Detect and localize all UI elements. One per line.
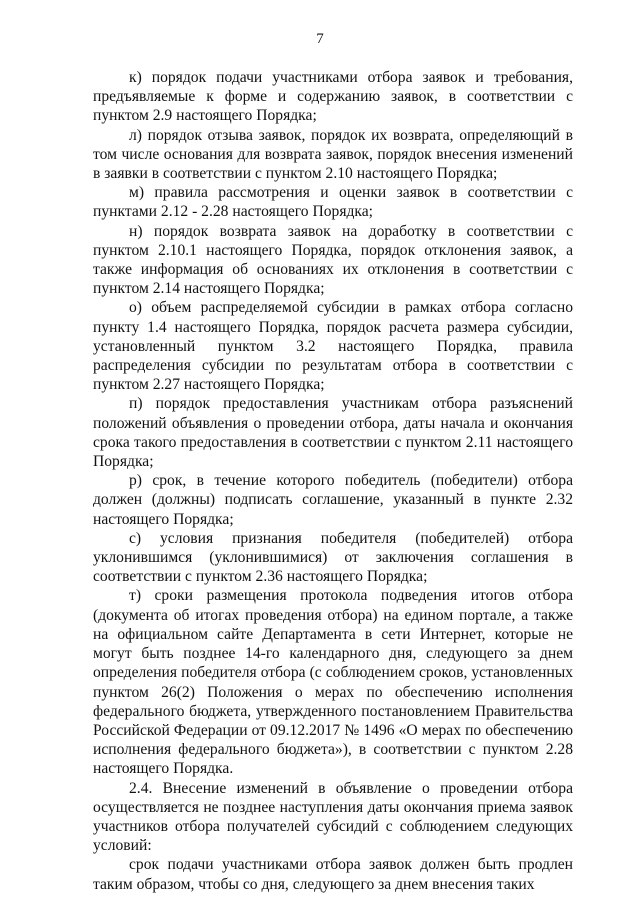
paragraph-l: л) порядок отзыва заявок, порядок их возврата, определяющий в том числе основания для возврата заявок, порядок внесения изменений в заявки в соответствии с пунктом 2.10 настоящего Порядка; [93, 126, 573, 183]
paragraph-t: т) сроки размещения протокола подведения итогов отбора (документа об итогах проведения отбора) на едином портале, а также на официальном сайте Департамента в сети Интернет, которые не могут быть позднее 14-го календарного дня, следующего за днем определения победителя отбора (с соблюдением сроков, установленных пунктом 26(2) Положения о мерах по обеспечению исполнения федерального бюджета, утвержденного постановлением Правительства Российской Федерации от 09.12.2017 № 1496 «О мерах по обеспечению исполнения федерального бюджета»), в соответствии с пунктом 2.28 настоящего Порядка. [93, 587, 573, 778]
paragraph-o: о) объем распределяемой субсидии в рамках отбора согласно пункту 1.4 настоящего Порядка, порядок расчета размера субсидии, установленный пунктом 3.2 настоящего Порядка, правила распределения субсидии по результатам отбора в соответствии с пунктом 2.27 настоящего Порядка; [93, 299, 573, 394]
paragraph-p: п) порядок предоставления участникам отбора разъяснений положений объявления о проведении отбора, даты начала и окончания срока такого предоставления в соответствии с пунктом 2.11 настоящего Порядка; [93, 395, 573, 471]
paragraph-condition: срок подачи участниками отбора заявок должен быть продлен таким образом, чтобы со дня, следующего за днем внесения таких [93, 856, 573, 893]
paragraph-n: н) порядок возврата заявок на доработку в соответствии с пунктом 2.10.1 настоящего Порядка, порядок отклонения заявок, а также информация об основаниях их отклонения в соответствии с пунктом 2.14 настоящего Порядка; [93, 222, 573, 298]
paragraph-s: с) условия признания победителя (победителей) отбора уклонившимся (уклонившимися) от заключения соглашения в соответствии с пунктом 2.36 настоящего Порядка; [93, 529, 573, 586]
paragraph-r: р) срок, в течение которого победитель (победители) отбора должен (должны) подписать соглашение, указанный в пункте 2.32 настоящего Порядка; [93, 472, 573, 528]
paragraph-m: м) правила рассмотрения и оценки заявок в соответствии с пунктами 2.12 - 2.28 настоящего Порядка; [93, 184, 573, 221]
paragraph-k: к) порядок подачи участниками отбора заявок и требования, предъявляемые к форме и содержанию заявок, в соответствии с пунктом 2.9 настоящего Порядка; [93, 69, 573, 125]
document-body [93, 68, 573, 894]
paragraph-2-4: 2.4. Внесение изменений в объявление о проведении отбора осуществляется не позднее наступления даты окончания приема заявок участников отбора получателей субсидий с соблюдением следующих условий: [93, 779, 573, 855]
page-number: 7 [316, 31, 324, 47]
